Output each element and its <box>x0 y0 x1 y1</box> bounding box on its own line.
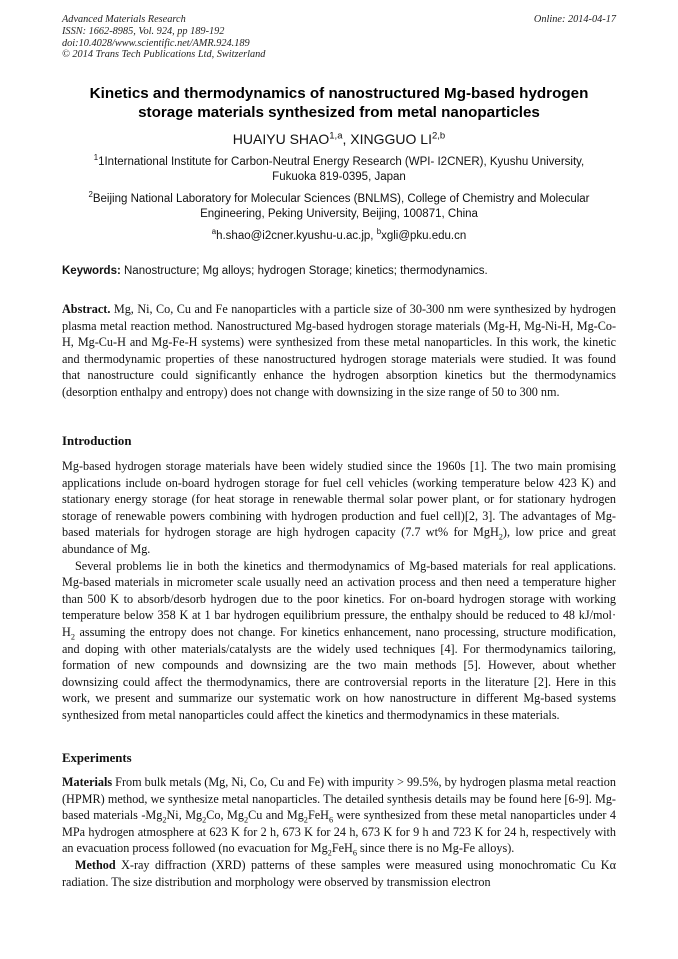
materials-paragraph <box>62 774 616 857</box>
author-2-name: XINGGUO LI <box>350 131 432 147</box>
keywords-label: Keywords: <box>62 265 121 277</box>
materials-text-h: since there is no Mg-Fe alloys). <box>356 841 515 856</box>
email-a[interactable]: h.shao@i2cner.kyushu-u.ac.jp, <box>216 230 377 242</box>
materials-sub-3: 2 <box>243 815 249 825</box>
abstract <box>62 301 616 401</box>
author-emails <box>62 229 616 244</box>
materials-text-d: Cu and Mg <box>248 808 304 823</box>
materials-sub-4: 2 <box>303 815 308 825</box>
materials-sub-1: 2 <box>162 815 167 825</box>
affiliation-2-line-1: Beijing National Laboratory for Molecular Sciences (BNLMS), College of Chemistry and Molecular <box>92 193 590 205</box>
author-1-sup: 1,a <box>329 130 343 142</box>
paper-title <box>62 84 616 122</box>
intro-p1-text-b: ), low price and great abundance of Mg. <box>62 525 616 556</box>
affiliation-1-line-2: Fukuoka 819-0395, Japan <box>272 171 406 184</box>
materials-sub-2: 2 <box>202 815 207 825</box>
author-separator: , <box>342 131 351 147</box>
method-paragraph <box>62 857 616 890</box>
email-b[interactable]: xgli@pku.edu.cn <box>381 230 467 242</box>
copyright-line: © 2014 Trans Tech Publications Ltd, Switzerland <box>62 49 266 61</box>
intro-p1-text-a: Mg-based hydrogen storage materials have been widely studied since the 1960s [1]. The two main promising applications include on-board hydrogen storage for fuel cell vehicles (working temperature below 423 K) and stationary energy storage (for heat storage in renewable thermal solar power plant, or for stationary hydrogen storage of renewable powers combining with hydrogen production and fuel cell)[2, 3]. The advantages of Mg-based materials for hydrogen storage are high hydrogen capacity (7.7 wt% for MgH <box>62 459 616 540</box>
online-date: Online: 2014-04-17 <box>533 14 616 25</box>
keywords <box>62 264 616 279</box>
affiliation-2-sup: 2 <box>88 190 93 200</box>
intro-p2-text-b: assuming the entropy does not change. For kinetics enhancement, nano processing, structure modification, and doping with other materials/catalysts are the widely used techniques [4]. For thermodynamics tailoring, formation of new compounds and downsizing are the two main methods [5]. However, about whether downsizing could affect the thermodynamics, there are controversial reports in the literature [2]. Here in this work, we present and summarize our systematic work on how nanostructure in different Mg-based systems synthesized from metal nanoparticles could affect the kinetics and thermodynamics in these materials. <box>62 624 616 722</box>
method-label: Method <box>75 857 116 872</box>
materials-text-f: were synthesized from these metal nanoparticles under 4 MPa hydrogen atmosphere at 623 K for 2 h, 673 K for 24 h, 673 K for 9 h and 723 K for 24 h, respectively with an evacuation process followed (no evacuation for Mg <box>62 808 617 856</box>
introduction-paragraph-1 <box>62 458 616 558</box>
materials-text-g: FeH <box>331 841 353 856</box>
journal-header <box>62 14 616 61</box>
intro-p2-text-a: Several problems lie in both the kinetics and thermodynamics of Mg-based materials for real applications. Mg-based materials in micrometer scale usually need an activation process and then need a temperature higher than 500 K to absorb/desorb hydrogen due to the poor kinetics. For on-board hydrogen storage with working temperature below 358 K at 1 bar hydrogen equilibrium pressure, the enthalpy should be reduced to 48 kJ/mol· H <box>62 558 616 639</box>
affiliation-1-sup: 1 <box>93 153 99 163</box>
issn-line: ISSN: 1662-8985, Vol. 924, pp 189-192 <box>62 25 225 37</box>
journal-name: Advanced Materials Research <box>62 14 186 25</box>
abstract-label: Abstract. <box>62 302 111 316</box>
keywords-text: Nanostructure; Mg alloys; hydrogen Storage; kinetics; thermodynamics. <box>120 265 488 277</box>
author-list <box>62 130 616 148</box>
author-2-sup: 2,b <box>431 130 446 142</box>
abstract-text: Mg, Ni, Co, Cu and Fe nanoparticles with a particle size of 30-300 nm were synthesized by hydrogen plasma metal reaction method. Nanostructured Mg-based hydrogen storage materials (Mg-H, Mg-Ni-H, Mg-Co-H, Mg-Cu-H and Mg-Fe-H systems) were synthesized from these metal nanoparticles. In this work, the kinetic and thermodynamic properties of these nanostructured hydrogen storage materials were studied. It was found that nanostructure could significantly enhance the hydrogen absorption kinetics but the thermodynamics (desorption enthalpy and entropy) does not change with downsizing in the size range of 50 to 300 nm. <box>62 302 616 399</box>
email-b-sup: b <box>376 227 382 237</box>
materials-text-a: From bulk metals (Mg, Ni, Co, Cu and Fe) with impurity > 99.5%, by hydrogen plasma metal reaction (HPMR) method, we synthesize metal nanoparticles. The detailed synthesis details may be found here [6-9]. Mg-based materials -Mg <box>62 775 616 823</box>
introduction-heading: Introduction <box>62 434 132 448</box>
intro-p1-sub: 2 <box>498 532 503 542</box>
affiliation-1-line-1: 1International Institute for Carbon-Neutral Energy Research (WPI- I2CNER), Kyushu University, <box>98 156 585 168</box>
materials-sub-7: 6 <box>352 848 357 858</box>
introduction-body <box>62 458 616 724</box>
experiments-heading: Experiments <box>62 751 132 765</box>
materials-text-b: Ni, Mg <box>166 808 203 823</box>
introduction-paragraph-2 <box>62 558 616 724</box>
affiliation-2-line-2: Engineering, Peking University, Beijing, 100871, China <box>200 208 478 221</box>
affiliation-2 <box>62 192 616 222</box>
author-1-name: HUAIYU SHAO <box>232 131 330 147</box>
email-a-sup: a <box>211 227 217 237</box>
materials-label: Materials <box>62 775 113 789</box>
experiments-body <box>62 774 616 890</box>
materials-sub-5: 6 <box>328 815 334 825</box>
method-text: X-ray diffraction (XRD) patterns of these samples were measured using monochromatic Cu Kα radiation. The size distribution and morphology were observed by transmission electron <box>62 857 616 889</box>
materials-text-e: FeH <box>307 808 329 823</box>
intro-p2-sub: 2 <box>70 632 75 642</box>
materials-text-c: Co, Mg <box>206 808 244 823</box>
doi-line: doi:10.4028/www.scientific.net/AMR.924.189 <box>62 37 250 49</box>
title-line-2: storage materials synthesized from metal nanoparticles <box>138 104 540 121</box>
materials-sub-6: 2 <box>327 848 332 858</box>
affiliation-1 <box>62 155 616 185</box>
title-line-1: Kinetics and thermodynamics of nanostructured Mg-based hydrogen <box>89 85 589 102</box>
